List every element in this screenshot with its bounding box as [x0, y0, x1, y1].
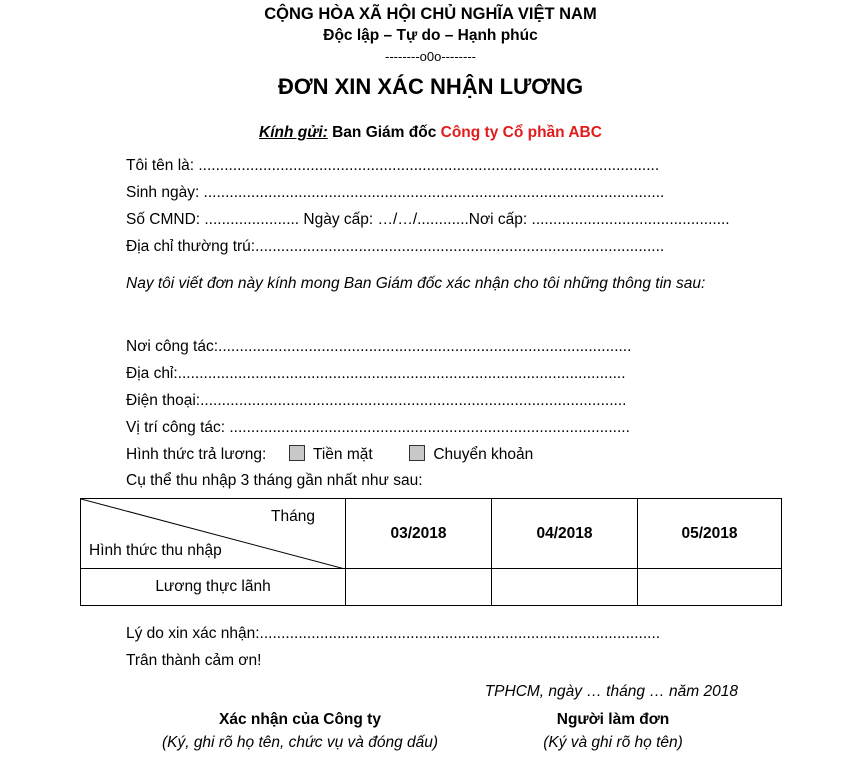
payment-method-row — [126, 445, 533, 464]
recipient-board: Ban Giám đốc — [332, 124, 437, 141]
form-title: ĐƠN XIN XÁC NHẬN LƯƠNG — [277, 74, 584, 99]
salary-cell[interactable] — [638, 569, 782, 606]
field-id-number[interactable]: Số CMND: ...................... Ngày cấp: …/…/............Nơi cấp: .............................................. — [126, 211, 730, 228]
applicant-signature-title: Người làm đơn — [556, 711, 670, 728]
nation-heading: CỘNG HÒA XÃ HỘI CHỦ NGHĨA VIỆT NAM — [264, 5, 597, 23]
motto: Độc lập – Tự do – Hạnh phúc — [323, 27, 538, 44]
field-reason[interactable]: Lý do xin xác nhận:............................................................................................. — [126, 625, 661, 642]
recipient-line — [0, 124, 861, 142]
field-dob[interactable]: Sinh ngày: ........................................................................................................... — [126, 184, 665, 201]
month-header: 04/2018 — [492, 499, 638, 569]
checkbox-cash-label: Tiền mặt — [312, 446, 373, 463]
field-phone[interactable]: Điện thoại:................................................................................................... — [126, 392, 627, 409]
field-workplace[interactable]: Nơi công tác:................................................................................................ — [126, 338, 632, 355]
month-header: 03/2018 — [346, 499, 492, 569]
field-address[interactable]: Địa chỉ thường trú:............................................................................................... — [126, 238, 665, 255]
payment-label: Hình thức trả lương: — [126, 446, 267, 463]
checkbox-cash[interactable] — [289, 446, 373, 463]
month-header: 05/2018 — [638, 499, 782, 569]
checkbox-transfer[interactable] — [409, 446, 533, 463]
row-label-salary: Lương thực lãnh — [81, 569, 346, 606]
header-divider: --------o0o-------- — [385, 49, 476, 64]
recipient-label: Kính gửi: — [259, 124, 328, 141]
checkbox-transfer-label: Chuyển khoản — [433, 446, 534, 463]
place-date: TPHCM, ngày … tháng … năm 2018 — [484, 683, 738, 700]
salary-cell[interactable] — [346, 569, 492, 606]
income-table — [80, 498, 782, 606]
field-work-address[interactable]: Địa chỉ:........................................................................................................ — [126, 365, 626, 382]
corner-income-type-label: Hình thức thu nhập — [89, 542, 222, 559]
applicant-signature-note: (Ký và ghi rõ họ tên) — [543, 734, 683, 751]
recipient-company: Công ty Cổ phần ABC — [440, 124, 602, 141]
field-name[interactable]: Tôi tên là: ........................................................................................................... — [126, 157, 660, 174]
company-signature-note: (Ký, ghi rõ họ tên, chức vụ và đóng dấu) — [161, 734, 439, 751]
income-intro: Cụ thể thu nhập 3 tháng gần nhất như sau: — [126, 472, 423, 489]
table-corner-cell — [81, 499, 346, 569]
salary-cell[interactable] — [492, 569, 638, 606]
company-signature-title: Xác nhận của Công ty — [219, 711, 381, 728]
field-position[interactable]: Vị trí công tác: ............................................................................................. — [126, 419, 630, 436]
checkbox-cash-box[interactable] — [289, 445, 305, 461]
request-paragraph: Nay tôi viết đơn này kính mong Ban Giám đốc xác nhận cho tôi những thông tin sau: — [126, 275, 706, 292]
corner-month-label: Tháng — [271, 508, 315, 525]
thanks-line: Trân thành cảm ơn! — [126, 652, 262, 669]
checkbox-transfer-box[interactable] — [409, 445, 425, 461]
